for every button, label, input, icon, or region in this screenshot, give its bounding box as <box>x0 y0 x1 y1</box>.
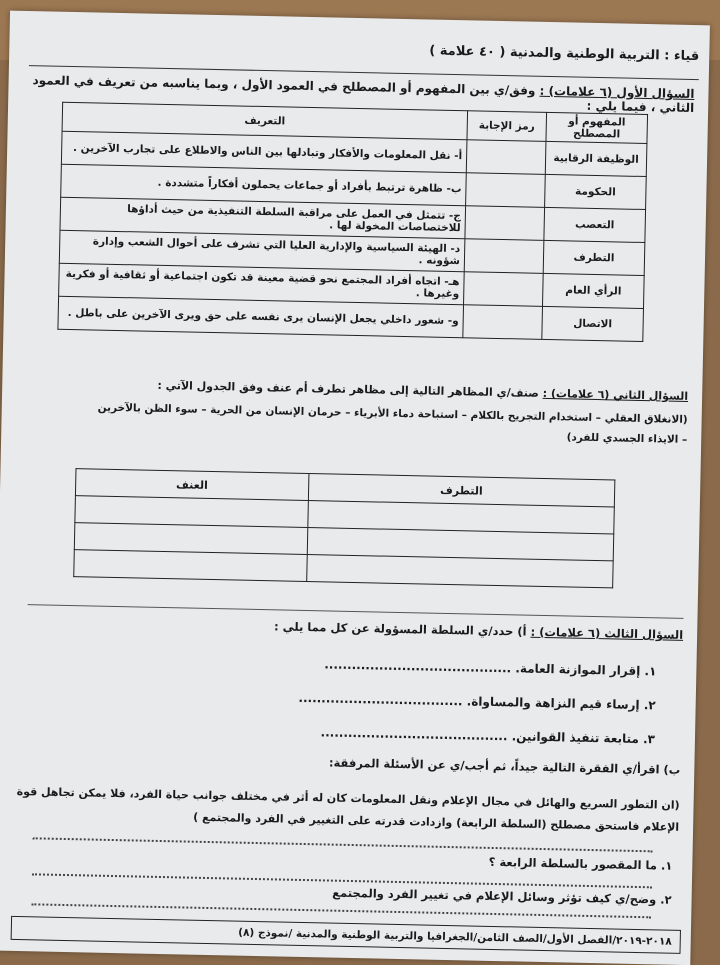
violence-header: العنف <box>75 469 308 501</box>
answer-cell[interactable] <box>306 555 613 588</box>
answer-code-cell[interactable] <box>466 173 546 208</box>
answer-code-cell[interactable] <box>466 140 546 175</box>
question-2-title <box>157 379 688 403</box>
definition-cell: ج- تتمثل في العمل على مراقبة السلطة التنفيذية من حيث أداؤها للاختصاصات المخولة لها . <box>60 197 466 238</box>
part-a-item-2: ٢. إرساء قيم النزاهة والمساواة. .................................... <box>298 690 656 713</box>
exam-paper <box>0 11 710 965</box>
definition-cell: ب- ظاهرة ترتبط بأفراد أو جماعات يحملون أفكاراً متشددة . <box>61 164 467 205</box>
term-cell: الحكومة <box>545 174 647 209</box>
definition-cell: و- شعور داخلي يجعل الإنسان يرى نفسه على حق ويرى الآخرين على باطل . <box>58 296 464 337</box>
part-b-question-1: ١. ما المقصور بالسلطة الرابعة ؟ <box>488 854 673 873</box>
answer-code-cell[interactable] <box>463 305 543 340</box>
term-cell: الاتصال <box>542 306 644 341</box>
question-3-part-b: ب) اقرأ/ي الفقرة التالية جيداً، ثم أجب/ي عن الأسئلة المرفقة: <box>328 755 681 777</box>
definition-cell: أ- نقل المعلومات والأفكار وتبادلها بين الناس والاطلاع على تجارب الآخرين . <box>61 131 467 172</box>
question-3-part-a: أ) حدد/ي السلطة المسؤولة عن كل مما يلي : <box>273 619 527 639</box>
answer-code-cell[interactable] <box>464 239 544 274</box>
page-footer: ٢٠١٨-٢٠١٩/الفصل الأول/الصف الثامن/الجغرافيا والتربية الوطنية والمدنية /نموذج (٨) <box>11 916 681 954</box>
definition-cell: د- الهيئة السياسية والإدارية العليا التي تشرف على أحوال الشعب وإدارة شؤونه . <box>59 230 465 271</box>
term-cell: التطرف <box>543 240 645 275</box>
items-line-2: – الايذاء الجسدي للفرد) <box>566 431 688 446</box>
part-a-item-1: ١. إقرار الموازنة العامة. ......................................... <box>324 657 657 679</box>
answer-code-cell[interactable] <box>465 206 545 241</box>
question-3-label: السؤال الثالث (٦ علامات) : <box>530 624 684 642</box>
items-line-1: (الانغلاق العقلي – استخدام التجريح بالكلام – استباحة دماء الأبرياء – حرمان الإنسان من الحرية – سوء الظن بالآخرين <box>97 401 688 426</box>
part-a-item-3: ٣. متابعة تنفيذ القوانين. ......................................... <box>320 725 656 747</box>
term-header: المفهوم أو المصطلح <box>546 112 648 143</box>
question-2-label: السؤال الثاني (٦ علامات) : <box>542 386 689 403</box>
classification-table <box>73 468 615 588</box>
code-header: رمز الإجابة <box>467 111 547 142</box>
question-2-instruction: صنف/ي المظاهر التالية إلى مظاهر تطرف أم عنف وفق الجدول الآتي : <box>157 378 540 400</box>
question-1-instruction: وفق/ي بين المفهوم أو المصطلح في العمود الأول ، وبما يناسبه من تعريف في العمود الثاني ، فيما يلي : <box>32 73 695 116</box>
answer-line[interactable] <box>31 903 651 918</box>
extremism-header: التطرف <box>308 474 615 507</box>
term-cell: التعصب <box>544 207 646 242</box>
part-b-question-2: ٢. وضح/ي كيف تؤثر وسائل الإعلام في تغيير الفرد والمجتمع <box>332 885 672 907</box>
term-cell: الرأي العام <box>543 273 645 308</box>
definition-cell: هـ- اتجاه أفراد المجتمع نحو قضية معينة قد تكون اجتماعية أو ثقافية أو فكرية وغيرها . <box>59 263 465 304</box>
question-1-label: السؤال الأول (٦ علامات) : <box>539 83 695 102</box>
answer-code-cell[interactable] <box>464 272 544 307</box>
answer-cell[interactable] <box>74 550 307 582</box>
question-2-items <box>47 397 688 450</box>
question-3-title <box>274 619 683 642</box>
definition-header: التعريف <box>62 102 468 139</box>
matching-table <box>57 102 648 342</box>
section-divider <box>28 604 684 619</box>
answer-line[interactable] <box>33 837 653 852</box>
reading-passage: (ان التطور السريع والهائل في مجال الإعلام ونقل المعلومات كان له أثر في مختلف جوانب حياة الفرد، فلا يمكن تجاهل قوة الإعلام فاستحق مصطلح (السلطة الرابعة) وازدادت قدرته على التغيير في الفرد والمجتمع ) <box>16 784 680 834</box>
term-cell: الوظيفة الرقابية <box>545 141 647 176</box>
subject-header: قياء : التربية الوطنية والمدنية ( ٤٠ علامة ) <box>429 43 700 65</box>
